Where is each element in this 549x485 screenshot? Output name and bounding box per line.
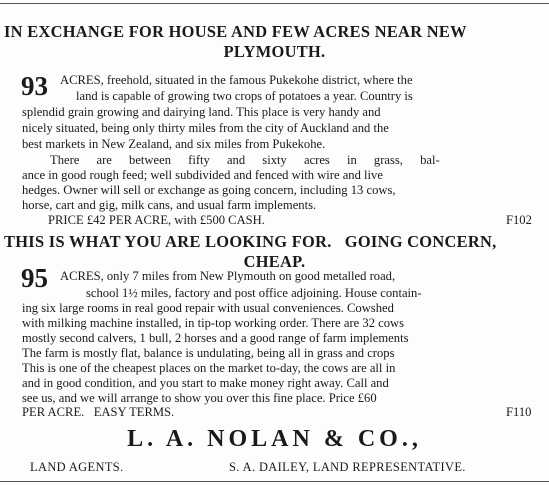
ad1-line: horse, cart and gig, milk cans, and usual farm implements. (22, 198, 317, 212)
top-rule (0, 3, 549, 4)
ad1-line: best markets in New Zealand, and six miles from Pukekohe. (22, 137, 326, 151)
ad2-line: with milking machine installed, in tip-top working order. There are 32 cows (22, 316, 405, 330)
ad2-line: The farm is mostly flat, balance is undulating, being all in grass and crops (22, 346, 395, 360)
ad1-line: splendid grain growing and dairying land. This place is very handy and (22, 105, 381, 119)
ad2-line: PER ACRE. EASY TERMS. (22, 405, 175, 419)
ad2-headline-1: THIS IS WHAT YOU ARE LOOKING FOR. GOING CONCERN, (4, 232, 497, 251)
ad2-line: and in good condition, and you start to make money right away. Call and (22, 376, 389, 390)
ad1-line: ance in good rough feed; well subdivided and fenced with wire and live (22, 168, 383, 182)
ad1-line: land is capable of growing two crops of potatoes a year. Country is (76, 89, 413, 103)
ad2-line: ing six large rooms in real good repair with usual conveniences. Cowshed (22, 301, 394, 315)
firm-name: L. A. NOLAN & CO., (127, 426, 422, 452)
ad1-headline-2: PLYMOUTH. (223, 42, 326, 61)
ad1-reference: F102 (506, 213, 532, 227)
ad1-line: nicely situated, being only thirty miles from the city of Auckland and the (22, 121, 389, 135)
bottom-rule (0, 481, 549, 482)
ad1-acreage-number: 93 (21, 71, 48, 101)
ad2-line: mostly second calvers, 1 bull, 2 horses and a good range of farm implements (22, 331, 409, 345)
ad1-line: hedges. Owner will sell or exchange as going concern, including 13 cows, (22, 183, 396, 197)
ad1-price: PRICE £42 PER ACRE, with £500 CASH. (48, 213, 265, 227)
ad2-headline-2: CHEAP. (243, 252, 306, 271)
ad1-line: ACRES, freehold, situated in the famous Pukekohe district, where the (60, 73, 413, 87)
ad2-line: This is one of the cheapest places on the market to-day, the cows are all in (22, 361, 396, 375)
ad1-headline-1: IN EXCHANGE FOR HOUSE AND FEW ACRES NEAR NEW (4, 22, 467, 41)
ad2-line: school 1½ miles, factory and post office adjoining. House contain- (86, 286, 422, 300)
ad2-line: ACRES, only 7 miles from New Plymouth on good metalled road, (60, 269, 396, 283)
ad2-line: see us, and we will arrange to show you over this fine place. Price £60 (22, 391, 377, 405)
ad2-acreage-number: 95 (21, 263, 48, 293)
footer-land-agents: LAND AGENTS. (30, 460, 124, 474)
ad1-line: There are between fifty and sixty acres in grass, bal- (50, 153, 440, 167)
footer-representative: S. A. DAILEY, LAND REPRESENTATIVE. (229, 460, 466, 474)
ad2-reference: F110 (506, 405, 532, 419)
